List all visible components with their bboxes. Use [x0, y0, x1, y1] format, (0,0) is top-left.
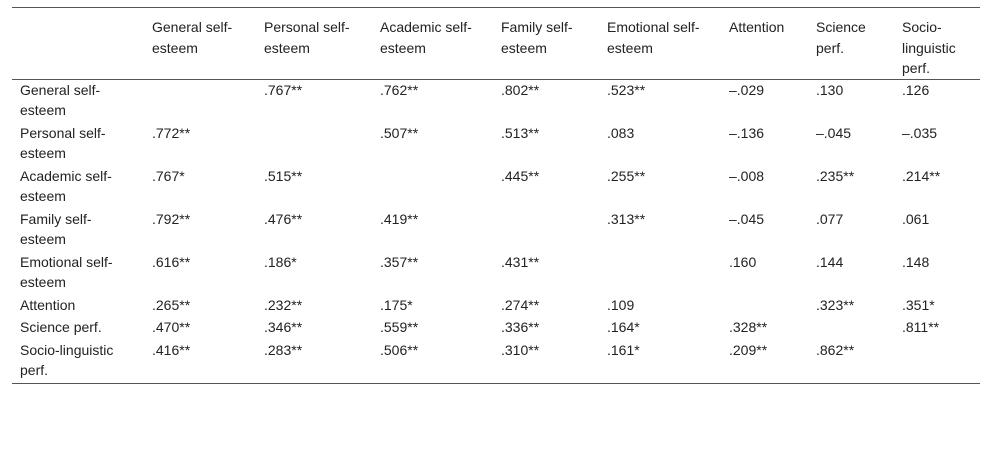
table-cell: .559**: [380, 319, 419, 335]
table-cell: .160: [729, 253, 757, 270]
table-row: [12, 317, 980, 340]
table-cell: .476**: [264, 210, 303, 227]
table-cell: –.029: [729, 81, 765, 98]
table-cell: .214**: [902, 167, 941, 184]
table-cell: .186*: [264, 253, 297, 270]
table-cell: .144: [816, 253, 844, 270]
table-cell: .802**: [501, 81, 540, 98]
table-cell: .283**: [264, 341, 303, 358]
table-cell: .310**: [501, 341, 540, 358]
table-cell: .767**: [264, 81, 303, 98]
table-cell: .470**: [152, 319, 191, 335]
table-cell: .419**: [380, 210, 419, 227]
row-label: Emotional self-esteem: [20, 253, 113, 290]
correlation-table-container: [12, 7, 980, 384]
header-cell-corner: [12, 8, 144, 80]
header-cell-attention: Attention: [729, 19, 785, 35]
table-cell: .126: [902, 81, 930, 98]
table-cell: .772**: [152, 124, 191, 141]
table-cell: –.035: [902, 124, 938, 141]
header-cell-general-self-esteem: General self-esteem: [152, 19, 233, 56]
header-cell-academic-self-esteem: Academic self-esteem: [380, 19, 472, 56]
table-cell: .416**: [152, 341, 191, 358]
header-cell-socio-linguistic-perf: Socio-linguistic perf.: [902, 19, 956, 76]
table-cell: .235**: [816, 167, 855, 184]
header-cell-emotional-self-esteem: Emotional self-esteem: [607, 19, 700, 56]
table-cell: –.136: [729, 124, 765, 141]
table-row: [12, 295, 980, 318]
table-cell: [256, 123, 372, 166]
table-cell: [372, 166, 493, 209]
table-cell: [894, 340, 980, 384]
table-cell: –.045: [816, 124, 852, 141]
table-cell: .164*: [607, 319, 640, 335]
table-cell: .762**: [380, 81, 419, 98]
table-cell: .161*: [607, 341, 640, 358]
table-cell: .274**: [501, 296, 540, 313]
table-cell: .255**: [607, 167, 646, 184]
header-row: [12, 8, 980, 80]
table-body: [12, 79, 980, 383]
table-cell: .506**: [380, 341, 419, 358]
row-label: Academic self-esteem: [20, 167, 112, 204]
table-cell: [721, 295, 808, 318]
row-label: Personal self-esteem: [20, 124, 106, 161]
table-cell: .357**: [380, 253, 419, 270]
table-cell: [144, 79, 256, 123]
table-cell: .148: [902, 253, 930, 270]
table-cell: [493, 209, 599, 252]
correlation-table: [12, 7, 980, 384]
table-cell: .336**: [501, 319, 540, 335]
table-cell: .061: [902, 210, 930, 227]
table-cell: .328**: [729, 319, 768, 335]
table-cell: .083: [607, 124, 635, 141]
row-label: Attention: [20, 296, 76, 313]
table-cell: .507**: [380, 124, 419, 141]
row-label: Science perf.: [20, 319, 102, 335]
table-cell: .513**: [501, 124, 540, 141]
table-row: [12, 252, 980, 295]
table-cell: .077: [816, 210, 844, 227]
table-row: [12, 166, 980, 209]
table-row: [12, 123, 980, 166]
table-cell: .767*: [152, 167, 185, 184]
table-cell: –.045: [729, 210, 765, 227]
header-cell-personal-self-esteem: Personal self-esteem: [264, 19, 350, 56]
row-label: Family self-esteem: [20, 210, 92, 247]
header-cell-family-self-esteem: Family self-esteem: [501, 19, 573, 56]
table-cell: –.008: [729, 167, 765, 184]
table-cell: .209**: [729, 341, 768, 358]
table-cell: .523**: [607, 81, 646, 98]
table-cell: .323**: [816, 296, 855, 313]
row-label: Socio-linguistic perf.: [20, 341, 114, 378]
table-cell: .431**: [501, 253, 540, 270]
table-cell: [808, 317, 894, 340]
table-cell: [599, 252, 721, 295]
table-cell: .792**: [152, 210, 191, 227]
table-cell: .515**: [264, 167, 303, 184]
table-cell: .313**: [607, 210, 646, 227]
table-row: [12, 340, 980, 384]
table-cell: .811**: [902, 319, 940, 335]
table-cell: .109: [607, 296, 635, 313]
table-header: [12, 8, 980, 80]
table-cell: .351*: [902, 296, 935, 313]
row-label: General self-esteem: [20, 81, 101, 118]
table-cell: .346**: [264, 319, 303, 335]
table-cell: .232**: [264, 296, 303, 313]
header-cell-science-perf: Science perf.: [816, 19, 866, 56]
table-row: [12, 79, 980, 123]
table-cell: .130: [816, 81, 844, 98]
table-cell: .445**: [501, 167, 540, 184]
table-cell: .265**: [152, 296, 191, 313]
table-row: [12, 209, 980, 252]
table-cell: .862**: [816, 341, 855, 358]
table-cell: .616**: [152, 253, 191, 270]
table-cell: .175*: [380, 296, 413, 313]
